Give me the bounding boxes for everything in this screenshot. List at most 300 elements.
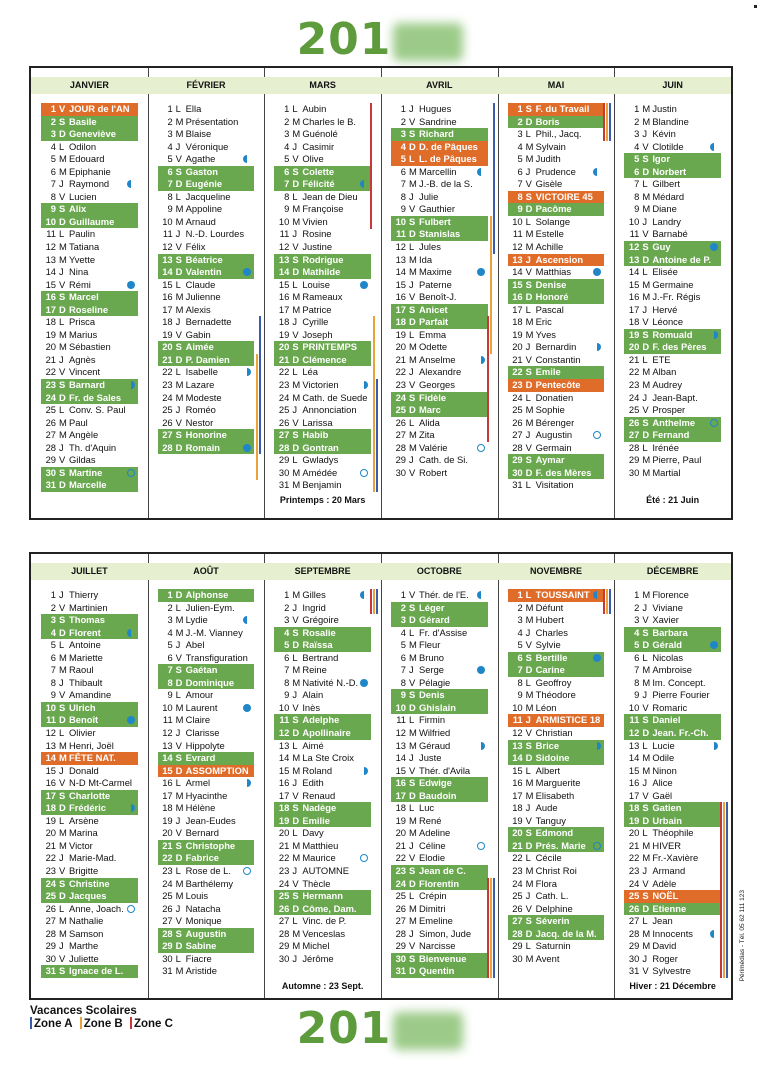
day-row xyxy=(508,714,605,727)
day-number: 15 xyxy=(162,278,173,290)
day-row xyxy=(508,103,605,116)
weekday-letter: J xyxy=(292,865,298,877)
weekday-letter: M xyxy=(292,479,301,491)
saint-name: Alban xyxy=(652,366,677,378)
weekday-letter: D xyxy=(525,927,533,939)
saint-name: Fiacre xyxy=(185,952,212,964)
saint-name: ETE xyxy=(652,353,671,365)
day-row xyxy=(274,677,371,690)
saint-name: Evrard xyxy=(185,752,216,764)
weekday-letter: J xyxy=(409,752,414,764)
day-number: 20 xyxy=(162,341,173,353)
weekday-letter: S xyxy=(409,128,416,140)
day-row xyxy=(391,677,488,690)
day-row xyxy=(391,341,488,354)
weekday-letter: M xyxy=(175,391,184,403)
day-row xyxy=(508,141,605,154)
day-row xyxy=(624,417,721,430)
day-number: 14 xyxy=(45,752,56,764)
weekday-letter: M xyxy=(642,752,651,764)
day-row xyxy=(391,940,488,953)
saint-name: Hyacinthe xyxy=(185,789,228,801)
saint-name: Germaine xyxy=(652,278,694,290)
day-number: 7 xyxy=(517,664,523,676)
day-number: 14 xyxy=(395,752,406,764)
day-row xyxy=(391,639,488,652)
weekday-letter: V xyxy=(59,689,66,701)
day-number: 10 xyxy=(162,215,173,227)
weekday-letter: M xyxy=(642,589,651,600)
weekday-letter: V xyxy=(409,852,416,864)
saint-name: Véronique xyxy=(185,140,229,152)
weekday-letter: S xyxy=(525,366,532,378)
saint-name: TOUSSAINT xyxy=(535,589,590,600)
saint-name: Ambroise xyxy=(652,664,692,676)
day-row xyxy=(508,740,605,753)
saint-name: Anne, Joach. xyxy=(69,902,124,914)
day-number: 15 xyxy=(395,278,406,290)
day-number: 20 xyxy=(278,827,290,839)
saint-name: Nadège xyxy=(302,802,337,814)
weekday-letter: M xyxy=(59,739,67,751)
day-number: 3 xyxy=(284,128,290,140)
saint-name: AUTOMNE xyxy=(302,865,350,877)
saint-name: Aristide xyxy=(185,965,217,977)
saint-name: Luc xyxy=(419,802,435,814)
day-number: 13 xyxy=(45,253,56,265)
month-name: AOÛT xyxy=(148,563,265,580)
day-row xyxy=(624,304,721,317)
day-row xyxy=(508,878,605,891)
saint-name: Nina xyxy=(69,266,89,278)
weekday-letter: J xyxy=(59,353,64,365)
day-number: 8 xyxy=(167,676,173,688)
day-number: 20 xyxy=(512,341,523,353)
weekday-letter: V xyxy=(525,639,532,651)
day-number: 23 xyxy=(278,865,290,877)
day-number: 21 xyxy=(278,353,290,365)
weekday-letter: M xyxy=(642,676,651,688)
saint-name: Landry xyxy=(652,215,681,227)
day-row xyxy=(158,652,255,665)
weekday-letter: V xyxy=(642,965,649,977)
day-row xyxy=(391,903,488,916)
day-number: 21 xyxy=(45,353,56,365)
day-row xyxy=(41,915,138,928)
saint-name: PRINTEMPS xyxy=(302,341,358,353)
day-number: 15 xyxy=(512,278,523,290)
weekday-letter: L xyxy=(292,915,298,927)
day-number: 26 xyxy=(395,416,406,428)
day-row xyxy=(274,865,371,878)
day-number: 6 xyxy=(400,165,406,177)
saint-name: Thierry xyxy=(69,589,99,600)
day-row xyxy=(158,928,255,941)
weekday-letter: L xyxy=(525,215,531,227)
weekday-letter: V xyxy=(175,739,182,751)
saint-name: ASSOMPTION xyxy=(185,764,249,776)
weekday-letter: V xyxy=(642,228,649,240)
saint-name: Geneviève xyxy=(69,128,116,140)
day-number: 6 xyxy=(400,651,406,663)
day-number: 26 xyxy=(628,902,640,914)
day-number: 2 xyxy=(50,601,56,613)
saint-name: Stanislas xyxy=(419,228,461,240)
day-number: 24 xyxy=(45,877,56,889)
day-row xyxy=(158,865,255,878)
day-number: 21 xyxy=(162,839,173,851)
saint-name: Côme, Dam. xyxy=(302,902,357,914)
day-row xyxy=(624,467,721,480)
day-number: 5 xyxy=(50,639,56,651)
day-row xyxy=(391,790,488,803)
weekday-letter: M xyxy=(525,789,534,801)
weekday-letter: D xyxy=(292,441,300,453)
day-row xyxy=(274,316,371,329)
day-row xyxy=(624,815,721,828)
saint-name: Alphonse xyxy=(185,589,229,600)
weekday-letter: V xyxy=(525,727,532,739)
weekday-letter: L xyxy=(525,391,531,403)
moon-phase-new-icon xyxy=(477,444,485,452)
weekday-letter: S xyxy=(642,714,649,726)
saint-name: Bérenger xyxy=(535,416,575,428)
saint-name: Roger xyxy=(652,952,678,964)
saint-name: Armand xyxy=(652,865,686,877)
day-row xyxy=(274,467,371,480)
day-number: 12 xyxy=(278,727,290,739)
day-number: 8 xyxy=(634,676,640,688)
weekday-letter: S xyxy=(525,454,532,466)
day-row xyxy=(274,442,371,455)
day-row xyxy=(41,614,138,627)
saint-name: Elisée xyxy=(652,266,678,278)
day-number: 31 xyxy=(395,965,406,977)
weekday-letter: L xyxy=(292,278,298,290)
day-row xyxy=(274,903,371,916)
saint-name: Thibault xyxy=(69,676,103,688)
day-row xyxy=(41,191,138,204)
saint-name: Cyrille xyxy=(302,316,329,328)
weekday-letter: J xyxy=(525,429,531,441)
day-list xyxy=(508,589,605,965)
day-row xyxy=(158,216,255,229)
saint-name: Ghislain xyxy=(419,701,456,713)
saint-name: Alain xyxy=(302,689,324,701)
day-row xyxy=(41,702,138,715)
day-row xyxy=(41,815,138,828)
saint-name: Anicet xyxy=(419,303,448,315)
day-number: 21 xyxy=(628,839,640,851)
saint-name: Estelle xyxy=(535,228,564,240)
saint-name: Firmin xyxy=(419,714,446,726)
day-row xyxy=(41,442,138,455)
moon-phase-last-icon xyxy=(477,168,485,176)
saint-name: Valérie xyxy=(419,441,448,453)
saint-name: Barnabé xyxy=(652,228,688,240)
saint-name: Habib xyxy=(302,429,329,441)
day-number: 9 xyxy=(50,203,56,215)
month-name: DÉCEMBRE xyxy=(614,563,731,580)
saint-name: Serge xyxy=(419,664,445,676)
holiday-zone-bar xyxy=(376,589,378,614)
weekday-letter: M xyxy=(525,877,534,889)
weekday-letter: V xyxy=(525,353,532,365)
saint-name: Fabrice xyxy=(185,852,220,864)
day-row xyxy=(508,852,605,865)
weekday-letter: J xyxy=(175,727,181,739)
day-list xyxy=(391,589,488,978)
saint-name: Jules xyxy=(419,241,441,253)
day-number: 29 xyxy=(395,940,406,952)
weekday-letter: M xyxy=(409,253,417,265)
moon-phase-first-icon xyxy=(127,804,135,812)
day-number: 3 xyxy=(517,128,523,140)
moon-phase-first-icon xyxy=(593,343,601,351)
day-row xyxy=(624,627,721,640)
saint-name: Alexandre xyxy=(419,366,462,378)
day-row xyxy=(274,191,371,204)
weekday-letter: V xyxy=(292,701,299,713)
day-number: 5 xyxy=(50,153,56,165)
day-number: 6 xyxy=(50,165,56,177)
weekday-letter: L xyxy=(409,626,415,638)
weekday-letter: J xyxy=(175,228,181,240)
saint-name: Benoît xyxy=(69,714,99,726)
day-number: 28 xyxy=(512,927,523,939)
day-number: 29 xyxy=(512,454,523,466)
day-row xyxy=(391,965,488,978)
day-row xyxy=(624,291,721,304)
day-row xyxy=(391,316,488,329)
saint-name: Davy xyxy=(302,827,324,839)
weekday-letter: L xyxy=(642,739,648,751)
saint-name: Henri, Joël xyxy=(69,739,114,751)
day-number: 28 xyxy=(278,441,290,453)
day-row xyxy=(391,417,488,430)
saint-name: Pierre Fourier xyxy=(652,689,710,701)
saint-name: Thér. de l'E. xyxy=(419,589,469,600)
saint-name: Tatiana xyxy=(69,241,100,253)
weekday-letter: D xyxy=(292,353,300,365)
saint-name: Hermann xyxy=(302,890,343,902)
day-number: 9 xyxy=(634,203,640,215)
saint-name: Charlotte xyxy=(69,789,111,801)
day-number: 13 xyxy=(395,739,406,751)
day-number: 5 xyxy=(400,153,406,165)
saint-name: Patrice xyxy=(302,303,332,315)
moon-phase-first-icon xyxy=(593,742,601,750)
day-row xyxy=(41,928,138,941)
saint-name: Thér. d'Avila xyxy=(419,764,471,776)
day-number: 7 xyxy=(50,664,56,676)
weekday-letter: J xyxy=(175,814,181,826)
day-row xyxy=(391,765,488,778)
day-number: 13 xyxy=(162,253,173,265)
saint-name: Hugues xyxy=(419,103,452,114)
day-number: 20 xyxy=(162,827,173,839)
day-row xyxy=(508,940,605,953)
weekday-letter: M xyxy=(175,789,184,801)
day-row xyxy=(41,291,138,304)
saint-name: Gérald xyxy=(652,639,683,651)
saint-name: J.-B. de la S. xyxy=(419,178,473,190)
day-number: 29 xyxy=(278,940,290,952)
day-number: 5 xyxy=(517,639,523,651)
month-column-8 xyxy=(148,554,266,998)
weekday-letter: D xyxy=(59,479,66,491)
day-number: 3 xyxy=(400,614,406,626)
weekday-letter: M xyxy=(292,752,301,764)
day-number: 21 xyxy=(395,839,406,851)
saint-name: Agathe xyxy=(185,153,216,165)
saint-name: Christophe xyxy=(185,839,236,851)
corner-mark xyxy=(754,5,757,8)
saint-name: Lucie xyxy=(652,739,675,751)
day-row xyxy=(391,689,488,702)
saint-name: Nestor xyxy=(185,416,214,428)
saint-name: Marcel xyxy=(69,291,99,303)
day-row xyxy=(41,141,138,154)
calendar-block-first-half xyxy=(29,66,733,520)
year-title-top: 201 xyxy=(0,14,760,65)
day-list xyxy=(158,589,255,978)
weekday-letter: J xyxy=(409,664,414,676)
zone-a-label: Zone A xyxy=(34,1018,73,1030)
weekday-letter: M xyxy=(292,115,301,127)
weekday-letter: D xyxy=(175,676,183,688)
day-row xyxy=(624,652,721,665)
weekday-letter: L xyxy=(642,915,648,927)
weekday-letter: M xyxy=(175,965,184,977)
zone-c-marker xyxy=(130,1017,132,1029)
day-row xyxy=(41,116,138,129)
day-row xyxy=(624,752,721,765)
saint-name: Roméo xyxy=(185,404,216,416)
day-number: 18 xyxy=(45,316,56,328)
weekday-letter: L xyxy=(292,651,298,663)
day-number: 4 xyxy=(517,140,523,152)
saint-name: P. Damien xyxy=(185,353,230,365)
day-row xyxy=(274,602,371,615)
saint-name: Séverin xyxy=(535,915,570,927)
weekday-letter: S xyxy=(292,429,299,441)
day-row xyxy=(274,614,371,627)
weekday-letter: J xyxy=(409,278,414,290)
weekday-letter: J xyxy=(59,940,64,952)
month-name: FÉVRIER xyxy=(148,77,265,94)
weekday-letter: S xyxy=(642,890,649,902)
day-row xyxy=(391,166,488,179)
day-number: 24 xyxy=(278,391,290,403)
saint-name: Martial xyxy=(652,466,681,478)
day-row xyxy=(41,316,138,329)
saint-name: Gilles xyxy=(302,589,326,600)
day-number: 27 xyxy=(395,429,406,441)
day-row xyxy=(41,304,138,317)
saint-name: Fernand xyxy=(652,429,690,441)
weekday-letter: M xyxy=(409,266,417,278)
weekday-letter: L xyxy=(59,404,65,416)
day-number: 25 xyxy=(162,404,173,416)
day-number: 14 xyxy=(278,752,290,764)
day-number: 2 xyxy=(284,115,290,127)
saint-name: Lydie xyxy=(185,614,208,626)
weekday-letter: S xyxy=(59,789,66,801)
weekday-letter: S xyxy=(525,278,532,290)
weekday-letter: M xyxy=(525,601,534,613)
day-number: 5 xyxy=(284,639,290,651)
holiday-zone-bar xyxy=(487,878,489,978)
weekday-letter: L xyxy=(409,153,415,165)
saint-name: Raoul xyxy=(69,664,94,676)
month-name: OCTOBRE xyxy=(381,563,498,580)
weekday-letter: M xyxy=(59,927,67,939)
weekday-letter: M xyxy=(525,416,534,428)
day-number: 12 xyxy=(45,727,56,739)
day-row xyxy=(158,379,255,392)
saint-name: Ignace de L. xyxy=(69,965,124,977)
day-row xyxy=(274,840,371,853)
weekday-letter: M xyxy=(409,739,417,751)
day-row xyxy=(158,241,255,254)
day-number: 1 xyxy=(284,103,290,114)
saint-name: Romuald xyxy=(652,328,693,340)
holiday-zone-bar xyxy=(376,379,378,492)
day-row xyxy=(624,589,721,602)
saint-name: Casimir xyxy=(302,140,335,152)
weekday-letter: L xyxy=(59,727,65,739)
day-number: 1 xyxy=(50,589,56,600)
saint-name: Quentin xyxy=(419,965,455,977)
saint-name: Théodore xyxy=(535,689,576,701)
day-row xyxy=(41,740,138,753)
saint-name: Théophile xyxy=(652,827,694,839)
weekday-letter: J xyxy=(642,689,648,701)
saint-name: Innocents xyxy=(652,927,693,939)
weekday-letter: V xyxy=(59,454,66,466)
day-number: 26 xyxy=(45,902,56,914)
weekday-letter: V xyxy=(409,291,416,303)
day-row xyxy=(158,890,255,903)
day-row xyxy=(158,354,255,367)
day-number: 15 xyxy=(628,278,640,290)
weekday-letter: S xyxy=(525,651,532,663)
weekday-letter: J xyxy=(642,128,648,140)
weekday-letter: V xyxy=(175,915,182,927)
day-number: 23 xyxy=(162,865,173,877)
saint-name: Transfiguration xyxy=(185,651,248,663)
day-row xyxy=(158,392,255,405)
saint-name: Isabelle xyxy=(185,366,218,378)
saint-name: Nativité N.-D. xyxy=(302,676,359,688)
weekday-letter: V xyxy=(525,902,532,914)
day-number: 13 xyxy=(395,253,406,265)
day-number: 4 xyxy=(400,626,406,638)
blurred-year-digits xyxy=(393,23,463,61)
day-row xyxy=(274,727,371,740)
saint-name: Lucien xyxy=(69,190,97,202)
weekday-letter: M xyxy=(409,827,417,839)
day-number: 13 xyxy=(162,739,173,751)
day-number: 29 xyxy=(45,940,56,952)
day-number: 18 xyxy=(162,802,173,814)
day-number: 9 xyxy=(634,689,640,701)
day-number: 21 xyxy=(395,353,406,365)
season-note-automne: Automne : 23 Sept. xyxy=(281,981,364,991)
day-number: 24 xyxy=(395,877,406,889)
day-row xyxy=(508,178,605,191)
